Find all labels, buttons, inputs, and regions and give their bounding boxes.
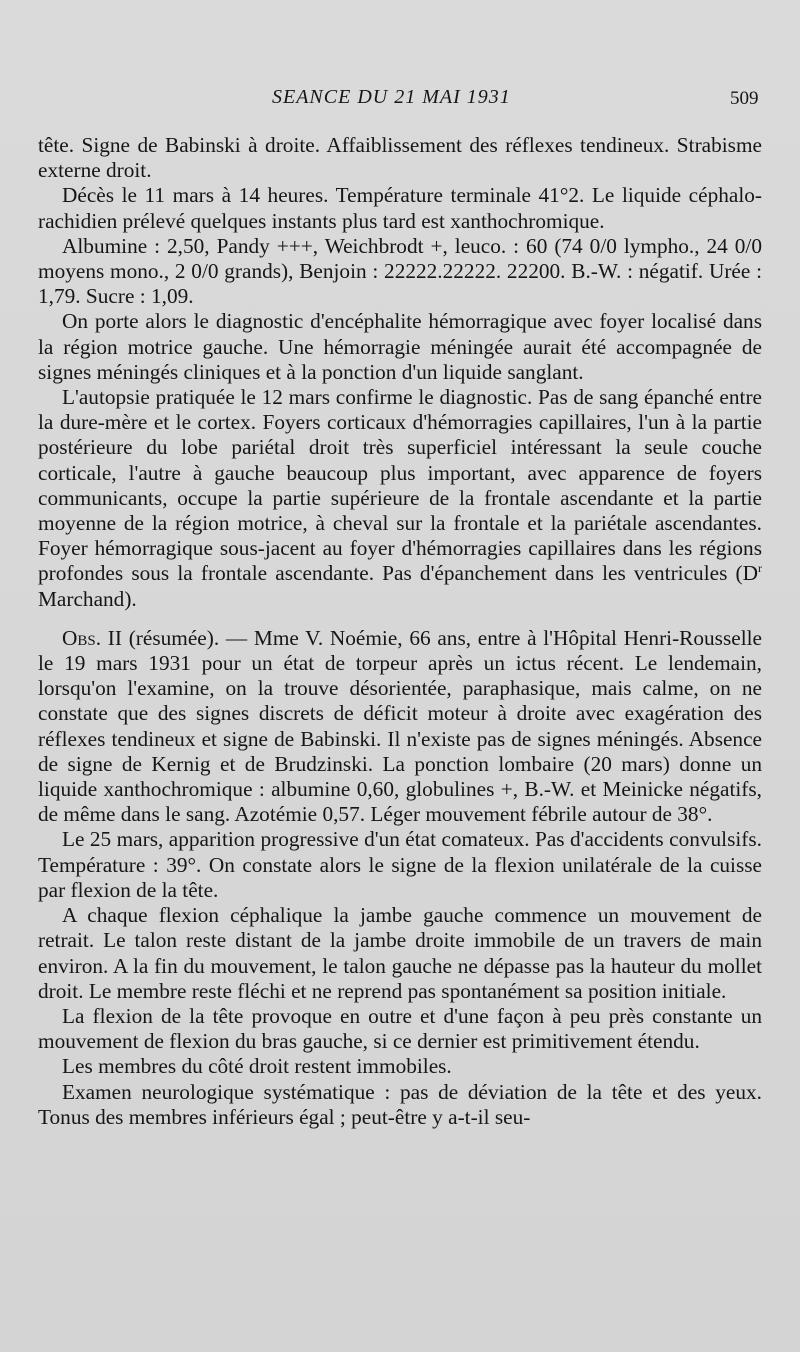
paragraph: La flexion de la tête provoque en outre et d'une façon à peu près constante un mouvement de flexion du bras gauche, si ce dernier est primitivement étendu.	[38, 1003, 762, 1054]
paragraph: Les membres du côté droit restent immobiles.	[62, 1054, 452, 1079]
autopsy-text: L'autopsie pratiquée le 12 mars confirme le diagnostic. Pas de sang épanché entre la dure-mère et le cortex. Foyers corticaux d'hémorragies capillaires, l'un à la partie postérieure du lobe pariétal droit très superficiel intéressant la seule couche corticale, l'autre à gauche beaucoup plus important, avec apparence de foyers communicants, occupe la partie supérieure de la frontale ascendante et la partie moyenne de la région motrice, à cheval sur la frontale et la pariétale ascendantes. Foyer hémorragique sous-jacent au foyer d'hémorragies capillaires dans les régions profondes sous la frontale ascendante. Pas d'épanchement dans les ventricules (D	[38, 385, 762, 586]
paragraph	[38, 385, 762, 612]
paragraph: Examen neurologique systématique : pas de déviation de la tête et des yeux. Tonus des membres inférieurs égal ; peut-être y a-t-il seu-	[38, 1079, 762, 1129]
paragraph: Décès le 11 mars à 14 heures. Température terminale 41°2. Le liquide céphalo-rachidien prélevé quelques instants plus tard est xanthochromique.	[38, 183, 762, 233]
observation-paragraph	[38, 626, 762, 828]
paragraph: Le 25 mars, apparition progressive d'un état comateux. Pas d'accidents convulsifs. Température : 39°. On constate alors le signe de la flexion unilatérale de la cuisse par flexion de la tête.	[38, 827, 762, 902]
observation-text: (résumée). — Mme V. Noémie, 66 ans, entre à l'Hôpital Henri-Rousselle le 19 mars 1931 pour un état de torpeur après un ictus récent. Le lendemain, lorsqu'on l'examine, on la trouve désorientée, paraphasique, mais calme, on ne constate que des signes discrets de déficit moteur à droite avec exagération des réflexes tendineux et signe de Babinski. Il n'existe pas de signes méningés. Absence de signe de Kernig et de Brudzinski. La ponction lombaire (20 mars) donne un liquide xanthochromique : albumine 0,60, globulines +, B.-W. et Meinicke négatifs, de même dans le sang. Azotémie 0,57. Léger mouvement fébrile autour de 38°.	[38, 625, 763, 827]
running-head: SEANCE DU 21 MAI 1931	[272, 86, 511, 108]
page-number: 509	[730, 88, 759, 109]
page-header	[0, 86, 800, 116]
paragraph: Albumine : 2,50, Pandy +++, Weichbrodt +, leuco. : 60 (74 0/0 lympho., 24 0/0 moyens mono., 2 0/0 grands), Benjoin : 22222.22222. 22200. B.-W. : négatif. Urée : 1,79. Sucre : 1,09.	[38, 233, 762, 309]
superscript: r	[758, 561, 762, 576]
paragraph: tête. Signe de Babinski à droite. Affaiblissement des réflexes tendineux. Strabisme externe droit.	[38, 133, 762, 183]
paragraph: A chaque flexion céphalique la jambe gauche commence un mouvement de retrait. Le talon reste distant de la jambe droite immobile de un travers de main environ. A la fin du mouvement, le talon gauche ne dépasse pas la hauteur du mollet droit. Le membre reste fléchi et ne reprend pas spontanément sa position initiale.	[38, 903, 762, 1003]
observation-label: Obs. II	[62, 625, 122, 650]
autopsy-text-end: Marchand).	[38, 586, 137, 611]
paragraph: On porte alors le diagnostic d'encéphalite hémorragique avec foyer localisé dans la région motrice gauche. Une hémorragie méningée aurait été accompagnée de signes méningés cliniques et à la ponction d'un liquide sanglant.	[38, 309, 762, 384]
body-text	[38, 133, 762, 1130]
